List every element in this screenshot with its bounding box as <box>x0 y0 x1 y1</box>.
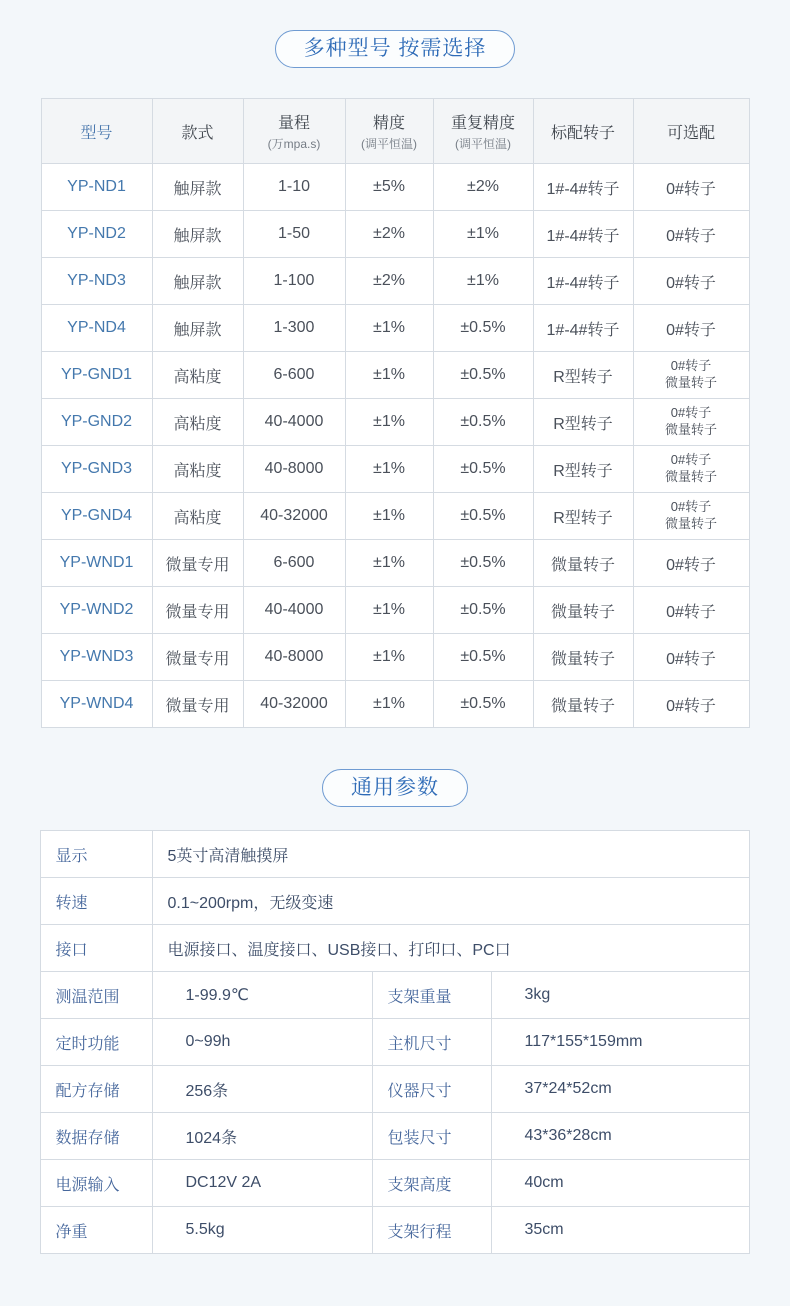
table-cell: 0#转子 <box>633 681 749 728</box>
table-cell: ±5% <box>345 164 433 211</box>
table-cell: R型转子 <box>533 446 633 493</box>
table-cell: 1#-4#转子 <box>533 164 633 211</box>
model-cell: YP-WND2 <box>41 587 152 634</box>
table-row <box>41 446 749 493</box>
table-cell: ±1% <box>345 681 433 728</box>
spec-label: 支架行程 <box>373 1207 492 1254</box>
table-cell: 0#转子 <box>633 305 749 352</box>
table-cell: ±1% <box>345 305 433 352</box>
table-row <box>41 352 749 399</box>
table-cell: 高粘度 <box>152 446 243 493</box>
model-cell: YP-ND4 <box>41 305 152 352</box>
table-cell: R型转子 <box>533 493 633 540</box>
model-cell: YP-WND4 <box>41 681 152 728</box>
table-cell: ±1% <box>433 211 533 258</box>
table-cell: 触屏款 <box>152 305 243 352</box>
table-cell: 1-10 <box>243 164 345 211</box>
table-cell: 触屏款 <box>152 164 243 211</box>
table-cell: 微量专用 <box>152 681 243 728</box>
column-header-subtext: (调平恒温) <box>455 137 511 151</box>
table-cell: ±0.5% <box>433 493 533 540</box>
spec-value: 0~99h <box>153 1019 373 1066</box>
optional-rotor-lines: 0#转子 微量转子 <box>664 452 717 484</box>
table-cell: 1#-4#转子 <box>533 211 633 258</box>
table-cell: ±0.5% <box>433 540 533 587</box>
table-cell: ±0.5% <box>433 681 533 728</box>
table-row <box>41 1160 749 1207</box>
table-cell: ±0.5% <box>433 446 533 493</box>
table-row <box>41 540 749 587</box>
table-cell: 微量转子 <box>533 681 633 728</box>
table-cell: 1-100 <box>243 258 345 305</box>
table-cell: 40-8000 <box>243 634 345 681</box>
table-cell: 高粘度 <box>152 352 243 399</box>
table-row <box>41 399 749 446</box>
model-cell: YP-GND3 <box>41 446 152 493</box>
table-cell: ±0.5% <box>433 305 533 352</box>
table-cell: 微量转子 <box>533 634 633 681</box>
models-column-header: 型号 <box>41 99 152 164</box>
table-cell: 40-4000 <box>243 587 345 634</box>
models-column-header: 量程 (万mpa.s) <box>243 99 345 164</box>
spec-value: 43*36*28cm <box>492 1113 749 1160</box>
model-cell: YP-GND4 <box>41 493 152 540</box>
table-cell: 40-4000 <box>243 399 345 446</box>
table-cell: 0#转子 <box>633 164 749 211</box>
spec-label: 支架重量 <box>373 972 492 1019</box>
spec-value: 5英寸高清触摸屏 <box>153 831 749 878</box>
column-header-subtext: (调平恒温) <box>361 137 417 151</box>
table-cell: 40-8000 <box>243 446 345 493</box>
model-cell: YP-ND3 <box>41 258 152 305</box>
table-cell: 0#转子 <box>633 587 749 634</box>
table-row <box>41 1066 749 1113</box>
models-column-header: 精度 (调平恒温) <box>345 99 433 164</box>
table-row <box>41 1207 749 1254</box>
spec-label: 数据存储 <box>41 1113 153 1160</box>
table-cell: ±0.5% <box>433 352 533 399</box>
spec-value: 40cm <box>492 1160 749 1207</box>
table-cell: 1-300 <box>243 305 345 352</box>
table-cell: ±0.5% <box>433 587 533 634</box>
table-cell: 微量专用 <box>152 587 243 634</box>
table-cell: R型转子 <box>533 399 633 446</box>
table-row <box>41 634 749 681</box>
table-cell: ±1% <box>345 493 433 540</box>
specs-table-body <box>41 831 749 1254</box>
table-cell: 40-32000 <box>243 681 345 728</box>
table-cell: 0#转子 <box>633 634 749 681</box>
spec-label: 仪器尺寸 <box>373 1066 492 1113</box>
table-cell: ±2% <box>345 258 433 305</box>
table-cell: 微量转子 <box>533 540 633 587</box>
optional-rotor-lines: 0#转子 微量转子 <box>664 499 717 531</box>
table-row <box>41 1019 749 1066</box>
spec-label: 接口 <box>41 925 153 972</box>
table-cell: 高粘度 <box>152 493 243 540</box>
table-row <box>41 211 749 258</box>
table-cell: 1#-4#转子 <box>533 305 633 352</box>
spec-label: 显示 <box>41 831 153 878</box>
spec-value: 256条 <box>153 1066 373 1113</box>
table-cell: 触屏款 <box>152 211 243 258</box>
spec-value: 37*24*52cm <box>492 1066 749 1113</box>
models-header-row <box>41 99 749 164</box>
models-column-header: 可选配 <box>633 99 749 164</box>
optional-rotor-lines: 0#转子 微量转子 <box>664 405 717 437</box>
table-cell <box>633 399 749 446</box>
table-row <box>41 831 749 878</box>
table-cell: ±1% <box>345 634 433 681</box>
table-cell: 0#转子 <box>633 540 749 587</box>
table-cell: 触屏款 <box>152 258 243 305</box>
models-section-badge: 多种型号 按需选择 <box>275 30 516 68</box>
spec-label: 配方存储 <box>41 1066 153 1113</box>
table-row <box>41 681 749 728</box>
table-row <box>41 587 749 634</box>
model-cell: YP-ND2 <box>41 211 152 258</box>
table-row <box>41 164 749 211</box>
model-cell: YP-GND1 <box>41 352 152 399</box>
spec-label: 转速 <box>41 878 153 925</box>
spec-label: 主机尺寸 <box>373 1019 492 1066</box>
spec-label: 支架高度 <box>373 1160 492 1207</box>
table-cell: 微量专用 <box>152 540 243 587</box>
spec-label: 净重 <box>41 1207 153 1254</box>
spec-label: 电源输入 <box>41 1160 153 1207</box>
spec-value: 117*155*159mm <box>492 1019 749 1066</box>
spec-value: 1024条 <box>153 1113 373 1160</box>
specs-section-badge: 通用参数 <box>322 769 468 807</box>
table-row <box>41 972 749 1019</box>
spec-label: 定时功能 <box>41 1019 153 1066</box>
spec-value: 5.5kg <box>153 1207 373 1254</box>
table-cell: 高粘度 <box>152 399 243 446</box>
table-cell: ±1% <box>345 446 433 493</box>
models-column-header: 标配转子 <box>533 99 633 164</box>
optional-rotor-lines: 0#转子 微量转子 <box>664 358 717 390</box>
table-cell <box>633 493 749 540</box>
table-row <box>41 493 749 540</box>
table-cell <box>633 352 749 399</box>
spec-value: 0.1~200rpm，无级变速 <box>153 878 749 925</box>
table-cell: 6-600 <box>243 352 345 399</box>
table-cell: 1#-4#转子 <box>533 258 633 305</box>
table-cell: 6-600 <box>243 540 345 587</box>
table-cell: 0#转子 <box>633 211 749 258</box>
model-cell: YP-WND1 <box>41 540 152 587</box>
table-row <box>41 258 749 305</box>
table-row <box>41 925 749 972</box>
table-row <box>41 1113 749 1160</box>
spec-value: 35cm <box>492 1207 749 1254</box>
table-cell: ±1% <box>345 352 433 399</box>
models-column-header: 重复精度 (调平恒温) <box>433 99 533 164</box>
column-header-subtext: (万mpa.s) <box>267 137 321 151</box>
table-cell: 40-32000 <box>243 493 345 540</box>
model-cell: YP-WND3 <box>41 634 152 681</box>
model-cell: YP-GND2 <box>41 399 152 446</box>
table-cell: 微量转子 <box>533 587 633 634</box>
table-cell: R型转子 <box>533 352 633 399</box>
models-table <box>41 98 750 728</box>
table-cell <box>633 446 749 493</box>
spec-value: 电源接口、温度接口、USB接口、打印口、PC口 <box>153 925 749 972</box>
specs-table <box>40 830 749 1254</box>
models-column-header: 款式 <box>152 99 243 164</box>
table-cell: ±1% <box>345 399 433 446</box>
table-row <box>41 305 749 352</box>
table-cell: ±0.5% <box>433 399 533 446</box>
spec-label: 测温范围 <box>41 972 153 1019</box>
table-cell: 微量专用 <box>152 634 243 681</box>
models-table-header <box>41 99 749 164</box>
table-cell: ±1% <box>433 258 533 305</box>
spec-value: DC12V 2A <box>153 1160 373 1207</box>
table-cell: ±1% <box>345 587 433 634</box>
model-cell: YP-ND1 <box>41 164 152 211</box>
table-row <box>41 878 749 925</box>
table-cell: 1-50 <box>243 211 345 258</box>
models-table-body <box>41 164 749 728</box>
table-cell: ±0.5% <box>433 634 533 681</box>
table-cell: 0#转子 <box>633 258 749 305</box>
spec-label: 包装尺寸 <box>373 1113 492 1160</box>
table-cell: ±2% <box>433 164 533 211</box>
table-cell: ±1% <box>345 540 433 587</box>
spec-value: 1-99.9℃ <box>153 972 373 1019</box>
table-cell: ±2% <box>345 211 433 258</box>
spec-value: 3kg <box>492 972 749 1019</box>
